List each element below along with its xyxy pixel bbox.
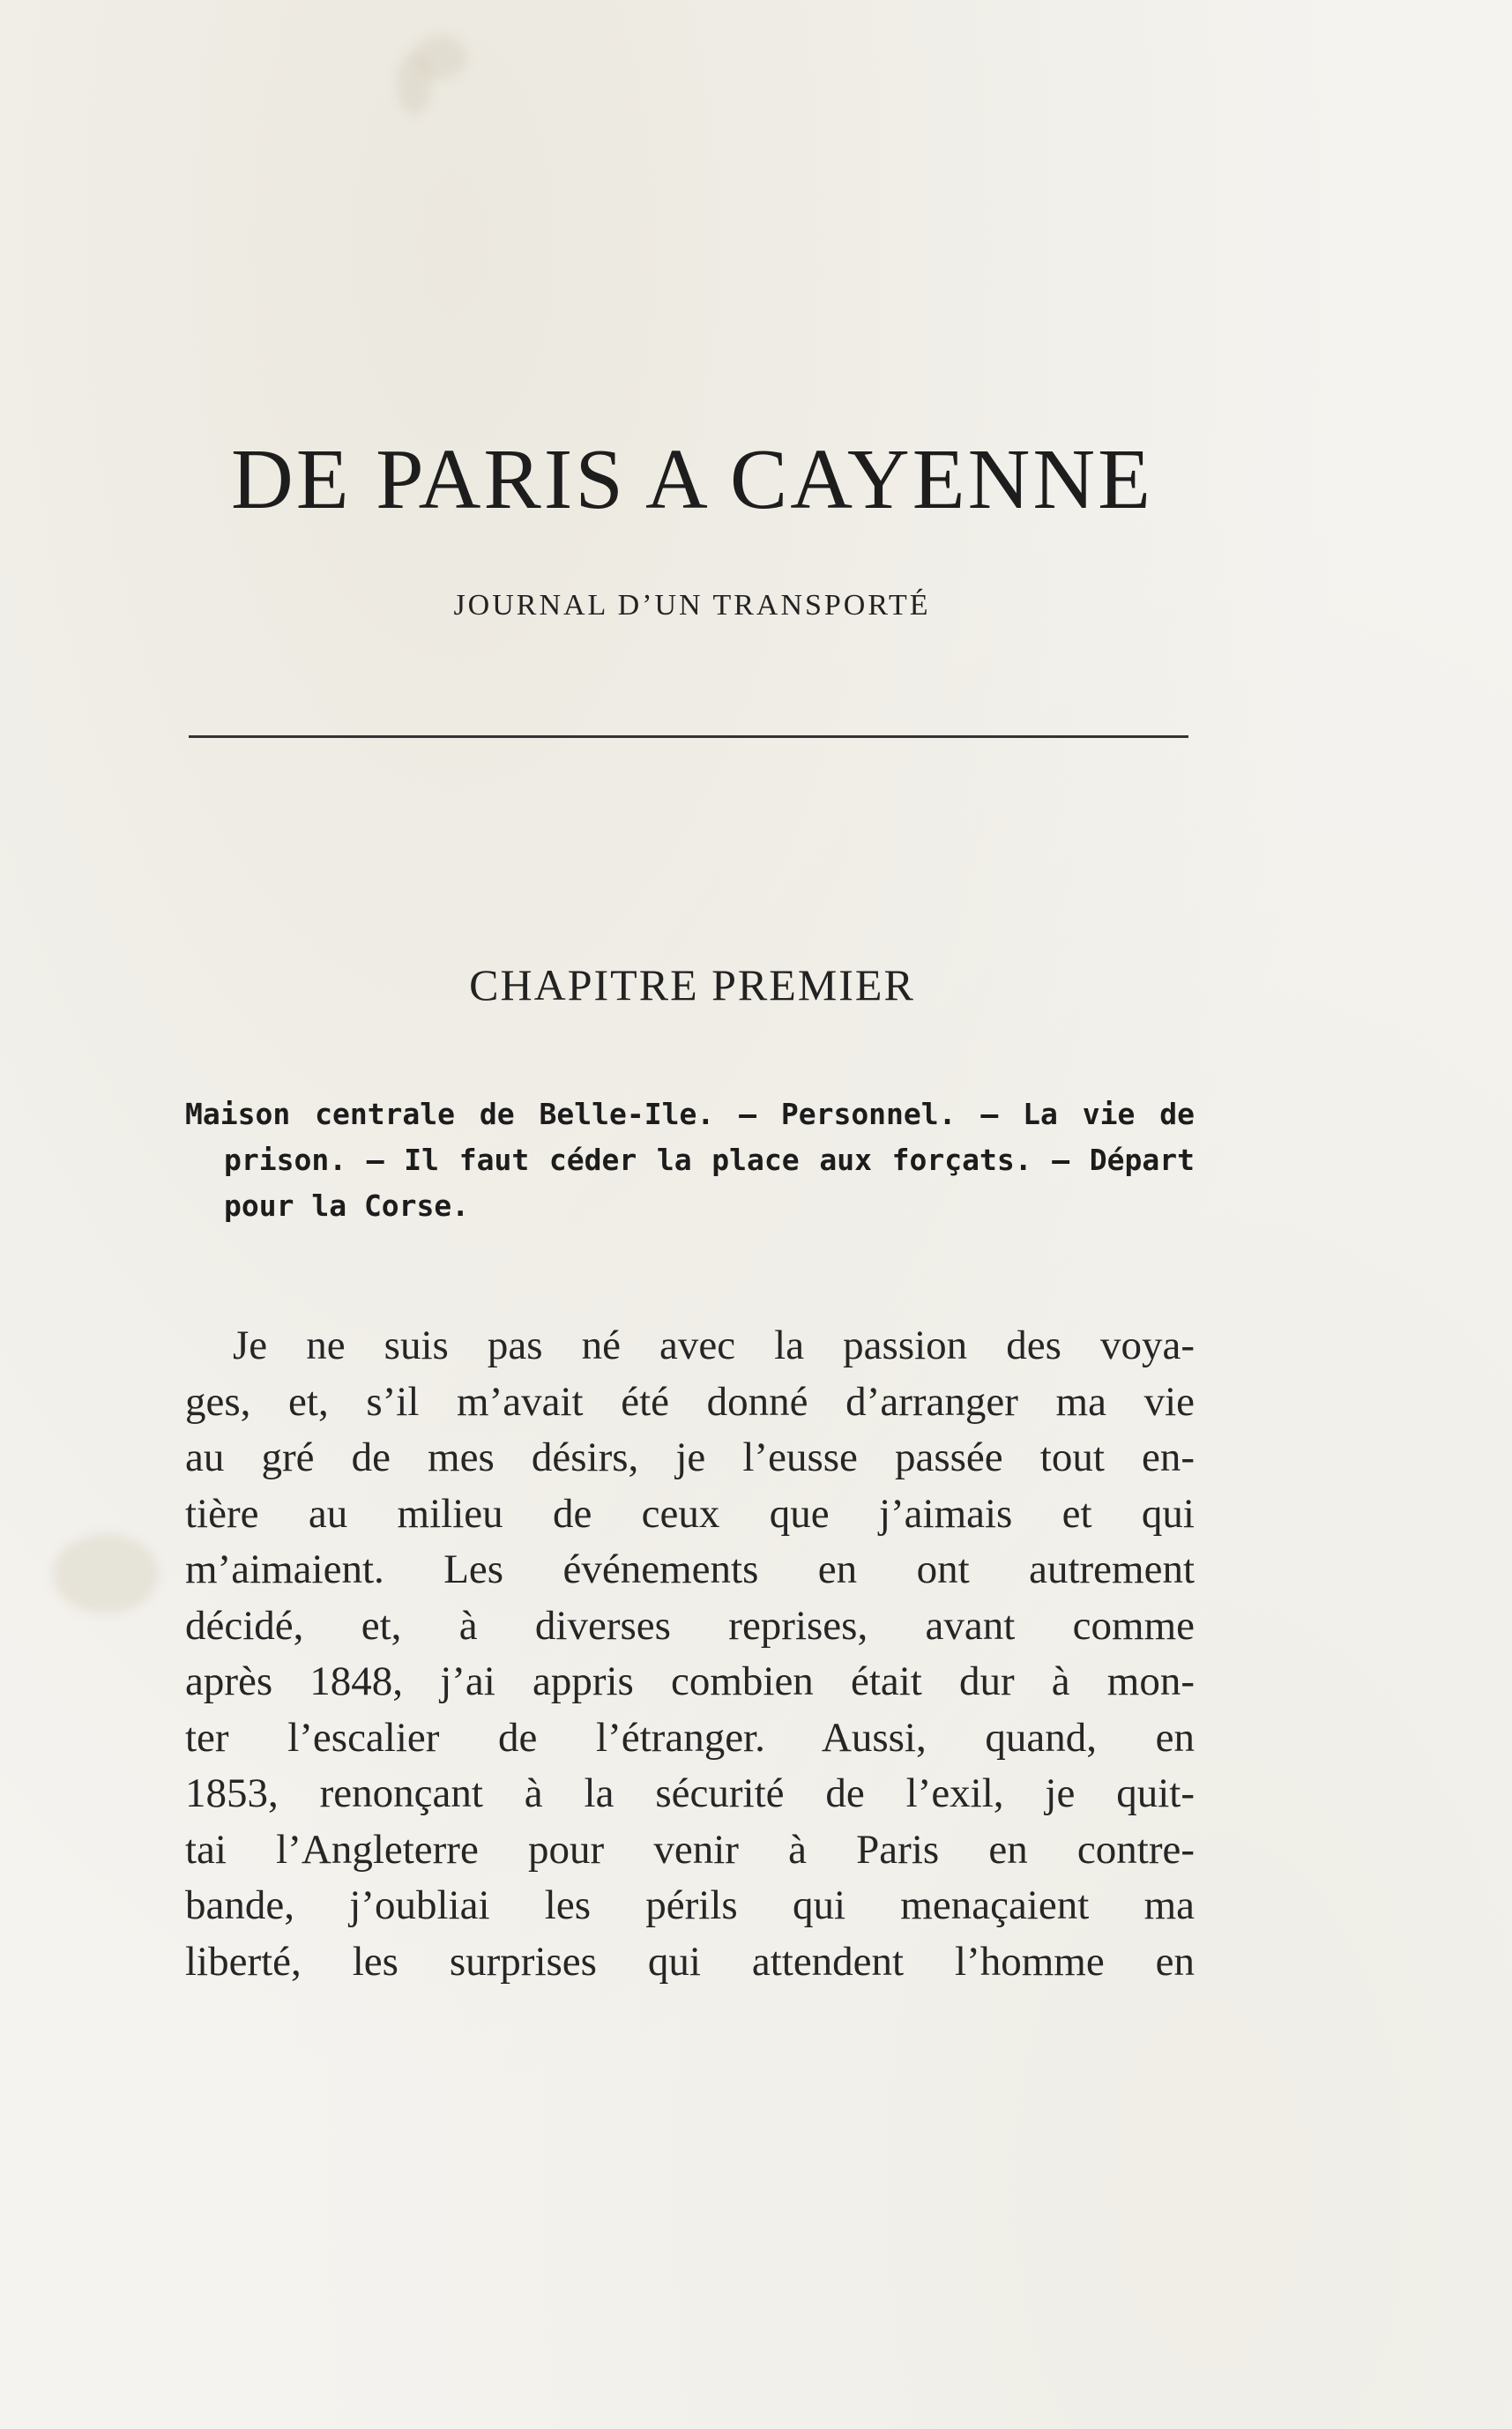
body-line: Je ne suis pas né avec la passion des voya-	[233, 1323, 1195, 1368]
body-line: après 1848, j’ai appris combien était dur à mon-	[185, 1658, 1195, 1704]
book-title: DE PARIS A CAYENNE	[230, 432, 1154, 527]
paper-stain	[397, 53, 432, 115]
chapter-summary	[185, 1092, 1195, 1229]
body-line: décidé, et, à diverses reprises, avant comme	[185, 1602, 1195, 1649]
body-line: 1853, renonçant à la sécurité de l’exil, je quit-	[185, 1770, 1195, 1816]
title-divider	[189, 735, 1188, 738]
paper-stain	[53, 1534, 159, 1613]
body-line: tai l’Angleterre pour venir à Paris en contre-	[185, 1826, 1195, 1873]
body-line: ter l’escalier de l’étranger. Aussi, quand, en	[185, 1714, 1195, 1761]
body-line: ges, et, s’il m’avait été donné d’arranger ma vie	[185, 1378, 1195, 1425]
summary-line: Maison centrale de Belle-Ile. — Personnel. — La vie de	[185, 1097, 1195, 1131]
body-line: m’aimaient. Les événements en ont autrement	[185, 1546, 1195, 1592]
summary-line: pour la Corse.	[224, 1188, 470, 1223]
chapter-heading: CHAPITRE PREMIER	[469, 960, 915, 1010]
body-line: bande, j’oubliai les périls qui menaçaient ma	[185, 1882, 1195, 1928]
summary-line: prison. — Il faut céder la place aux forçats. — Départ	[224, 1143, 1195, 1177]
body-line: tière au milieu de ceux que j’aimais et qui	[185, 1490, 1195, 1537]
body-line: au gré de mes désirs, je l’eusse passée tout en-	[185, 1434, 1195, 1480]
body-line: liberté, les surprises qui attendent l’homme en	[185, 1938, 1195, 1985]
book-subtitle: JOURNAL D’UN TRANSPORTÉ	[453, 589, 931, 622]
body-paragraph	[185, 1318, 1195, 1990]
